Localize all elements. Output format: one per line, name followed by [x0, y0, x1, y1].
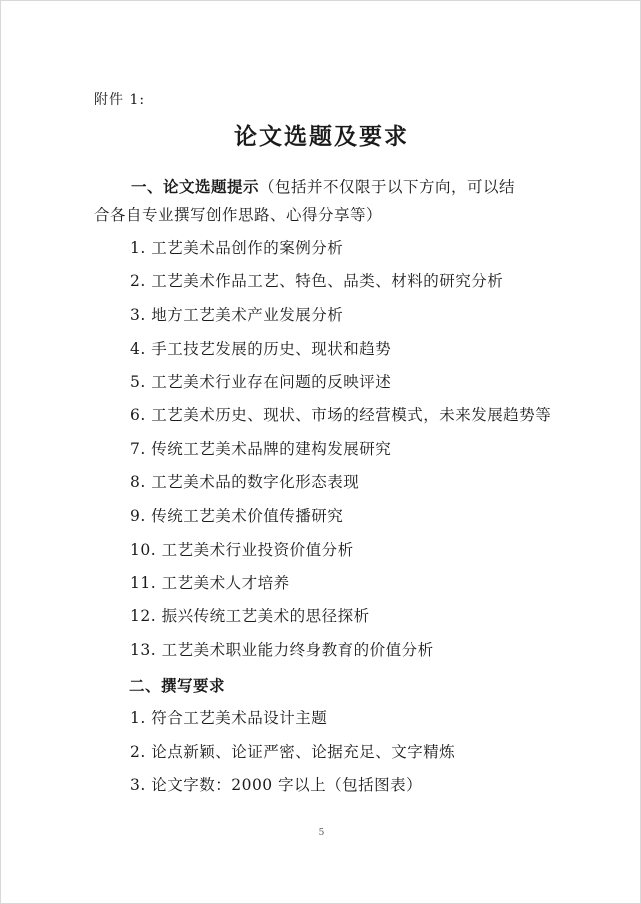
section1-heading: 一、论文选题提示: [131, 178, 260, 196]
section1-item: 11. 工艺美术人才培养: [130, 574, 290, 592]
section1-item: 8. 工艺美术品的数字化形态表现: [130, 473, 360, 491]
section1-item: 9. 传统工艺美术价值传播研究: [130, 507, 344, 525]
annex-label: 附件 1:: [94, 92, 146, 108]
section1-item: 13. 工艺美术职业能力终身教育的价值分析: [130, 641, 434, 659]
section2-heading: 二、撰写要求: [129, 677, 226, 695]
section1-item: 1. 工艺美术品创作的案例分析: [130, 239, 344, 257]
section1-item: 3. 地方工艺美术产业发展分析: [130, 306, 344, 324]
section1-item: 7. 传统工艺美术品牌的建构发展研究: [130, 440, 392, 458]
section1-item: 6. 工艺美术历史、现状、市场的经营模式，未来发展趋势等: [130, 406, 552, 424]
section2-item: 2. 论点新颖、论证严密、论据充足、文字精炼: [130, 743, 456, 761]
section1-item: 12. 振兴传统工艺美术的思径探析: [130, 607, 370, 625]
document-title: 论文选题及要求: [234, 124, 409, 150]
section1-note-line1: （包括并不仅限于以下方向，可以结: [259, 178, 516, 196]
section1-item: 2. 工艺美术作品工艺、特色、品类、材料的研究分析: [130, 272, 504, 290]
section1-item: 5. 工艺美术行业存在问题的反映评述: [130, 373, 392, 391]
page-number: 5: [318, 828, 325, 838]
section1-heading-line: [131, 171, 551, 204]
section1-item: 10. 工艺美术行业投资价值分析: [130, 541, 354, 559]
section2-item: 3. 论文字数：2000 字以上（包括图表）: [130, 776, 423, 794]
section2-item: 1. 符合工艺美术品设计主题: [130, 709, 328, 727]
section1-item: 4. 手工技艺发展的历史、现状和趋势: [130, 340, 392, 358]
section1-note-line2: 合各自专业撰写创作思路、心得分享等）: [94, 206, 383, 224]
